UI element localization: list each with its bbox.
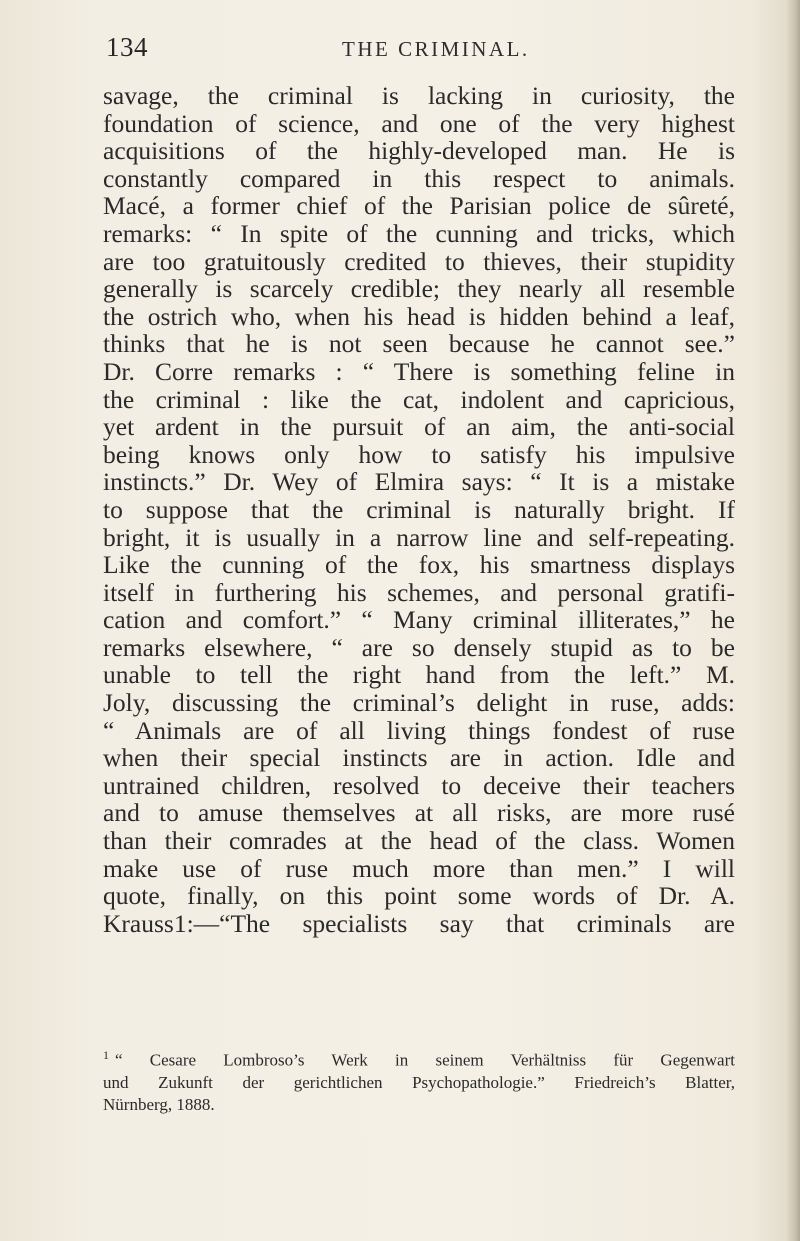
text-line: quote, finally, on this point some words of Dr. A. bbox=[103, 881, 735, 911]
page-number: 134 bbox=[106, 32, 148, 62]
running-head: THE CRIMINAL. bbox=[342, 37, 530, 61]
text-line: Krauss1:—“The specialists say that criminals are bbox=[103, 908, 735, 938]
footnote-line: und Zukunft der gerichtlichen Psychopathologie.” Friedreich’s Blatter, bbox=[103, 1072, 735, 1092]
page-edge-shadow bbox=[786, 0, 800, 1241]
footnote-text: “ Cesare Lombroso’s Werk in seinem Verhältniss für Gegenwart bbox=[115, 1050, 735, 1070]
text-line: than their comrades at the head of the class. Women bbox=[103, 826, 735, 856]
text-line: cation and comfort.” “ Many criminal illiterates,” he bbox=[103, 605, 735, 635]
text-line: acquisitions of the highly-developed man. He is bbox=[103, 136, 735, 166]
text-line: being knows only how to satisfy his impulsive bbox=[103, 439, 735, 469]
footnote-marker: 1 bbox=[103, 1048, 109, 1062]
text-line: instincts.” Dr. Wey of Elmira says: “ It is a mistake bbox=[103, 467, 735, 497]
page-header bbox=[106, 32, 731, 68]
text-line: yet ardent in the pursuit of an aim, the anti-social bbox=[103, 412, 735, 442]
text-line: generally is scarcely credible; they nearly all resemble bbox=[103, 274, 735, 304]
text-line: “ Animals are of all living things fondest of ruse bbox=[103, 715, 735, 745]
text-line: the criminal : like the cat, indolent and capricious, bbox=[103, 384, 735, 414]
text-line: thinks that he is not seen because he cannot see.” bbox=[103, 329, 735, 359]
text-line: and to amuse themselves at all risks, are more rusé bbox=[103, 798, 735, 828]
text-line: make use of ruse much more than men.” I will bbox=[103, 853, 735, 883]
text-line: untrained children, resolved to deceive their teachers bbox=[103, 770, 735, 800]
footnote-line: Nürnberg, 1888. bbox=[103, 1094, 215, 1114]
text-line: savage, the criminal is lacking in curiosity, the bbox=[103, 81, 735, 110]
text-line: Macé, a former chief of the Parisian police de sûreté, bbox=[103, 191, 735, 221]
footnote bbox=[103, 1044, 735, 1116]
text-line: are too gratuitously credited to thieves, their stupidity bbox=[103, 246, 735, 276]
footnote-line bbox=[103, 1044, 735, 1072]
text-line: unable to tell the right hand from the left.” M. bbox=[103, 660, 735, 690]
text-line: when their special instincts are in action. Idle and bbox=[103, 743, 735, 773]
text-line: remarks: “ In spite of the cunning and tricks, which bbox=[103, 218, 735, 248]
text-line: Like the cunning of the fox, his smartness displays bbox=[103, 550, 735, 580]
text-line: remarks elsewhere, “ are so densely stupid as to be bbox=[103, 632, 735, 662]
text-line: Joly, discussing the criminal’s delight in ruse, adds: bbox=[103, 688, 735, 718]
text-line: itself in furthering his schemes, and personal gratifi- bbox=[103, 577, 735, 607]
text-line: Dr. Corre remarks : “ There is something feline in bbox=[103, 356, 735, 386]
text-line: to suppose that the criminal is naturally bright. If bbox=[103, 494, 735, 524]
text-line: constantly compared in this respect to animals. bbox=[103, 163, 735, 193]
text-line: bright, it is usually in a narrow line and self-repeating. bbox=[103, 522, 735, 552]
text-line: foundation of science, and one of the very highest bbox=[103, 108, 735, 138]
text-line: the ostrich who, when his head is hidden behind a leaf, bbox=[103, 301, 735, 331]
body-text bbox=[103, 82, 735, 937]
